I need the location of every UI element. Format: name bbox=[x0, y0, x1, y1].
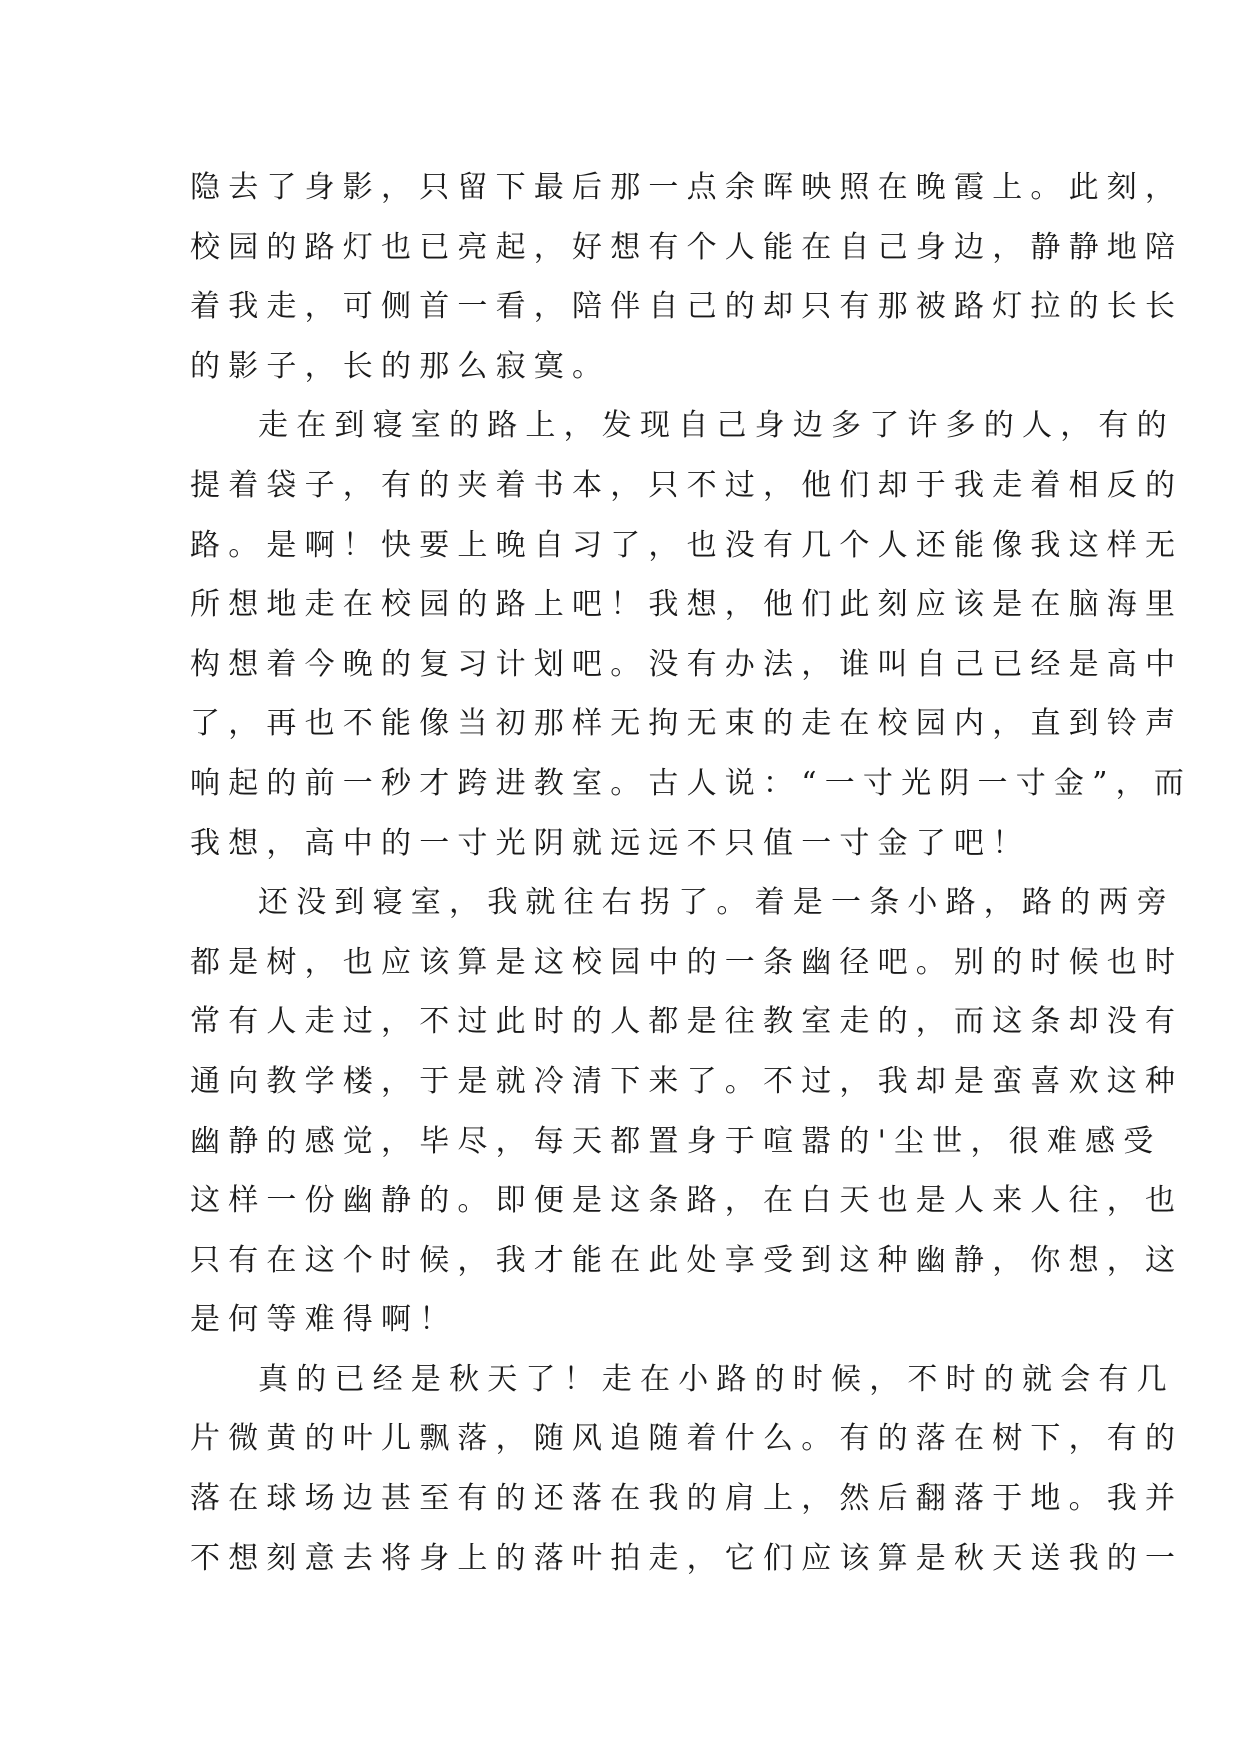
text-line: 我想，高中的一寸光阴就远远不只值一寸金了吧！ bbox=[190, 825, 1031, 861]
text-line: 片微黄的叶儿飘落，随风追随着什么。有的落在树下，有的 bbox=[190, 1421, 1184, 1457]
text-line: 落在球场边甚至有的还落在我的肩上，然后翻落于地。我并 bbox=[190, 1481, 1184, 1517]
text-line: 都是树，也应该算是这校园中的一条幽径吧。别的时候也时 bbox=[190, 944, 1184, 980]
text-line: 提着袋子，有的夹着书本，只不过，他们却于我走着相反的 bbox=[190, 467, 1184, 503]
paragraph-start-line: 走在到寝室的路上，发现自己身边多了许多的人，有的 bbox=[258, 408, 1175, 444]
text-line: 路。是啊！快要上晚自习了，也没有几个人还能像我这样无 bbox=[190, 527, 1184, 563]
text-line: 构想着今晚的复习计划吧。没有办法，谁叫自己已经是高中 bbox=[190, 646, 1184, 682]
text-line: 通向教学楼，于是就冷清下来了。不过，我却是蛮喜欢这种 bbox=[190, 1063, 1184, 1099]
text-line: 着我走，可侧首一看，陪伴自己的却只有那被路灯拉的长长 bbox=[190, 289, 1184, 325]
text-line: 不想刻意去将身上的落叶拍走，它们应该算是秋天送我的一 bbox=[190, 1540, 1184, 1576]
paragraph-start-line: 真的已经是秋天了！走在小路的时候，不时的就会有几 bbox=[258, 1361, 1175, 1397]
text-line: 常有人走过，不过此时的人都是往教室走的，而这条却没有 bbox=[190, 1004, 1184, 1040]
text-line: 隐去了身影，只留下最后那一点余晖映照在晚霞上。此刻， bbox=[190, 170, 1184, 205]
text-line: 的影子，长的那么寂寞。 bbox=[190, 348, 611, 384]
text-line: 只有在这个时候，我才能在此处享受到这种幽静，你想，这 bbox=[190, 1242, 1184, 1278]
text-line: 是何等难得啊！ bbox=[190, 1302, 458, 1338]
text-line: 这样一份幽静的。即便是这条路，在白天也是人来人往，也 bbox=[190, 1183, 1184, 1219]
text-line: 幽静的感觉，毕尽，每天都置身于喧嚣的'尘世，很难感受 bbox=[190, 1123, 1162, 1159]
text-line: 校园的路灯也已亮起，好想有个人能在自己身边，静静地陪 bbox=[190, 229, 1184, 265]
paragraph-start-line: 还没到寝室，我就往右拐了。着是一条小路，路的两旁 bbox=[258, 885, 1175, 921]
text-line: 了，再也不能像当初那样无拘无束的走在校园内，直到铃声 bbox=[190, 706, 1184, 742]
text-line: 响起的前一秒才跨进教室。古人说：“一寸光阴一寸金”，而 bbox=[190, 765, 1193, 801]
body-text bbox=[190, 158, 1193, 1588]
text-line: 所想地走在校园的路上吧！我想，他们此刻应该是在脑海里 bbox=[190, 587, 1184, 623]
